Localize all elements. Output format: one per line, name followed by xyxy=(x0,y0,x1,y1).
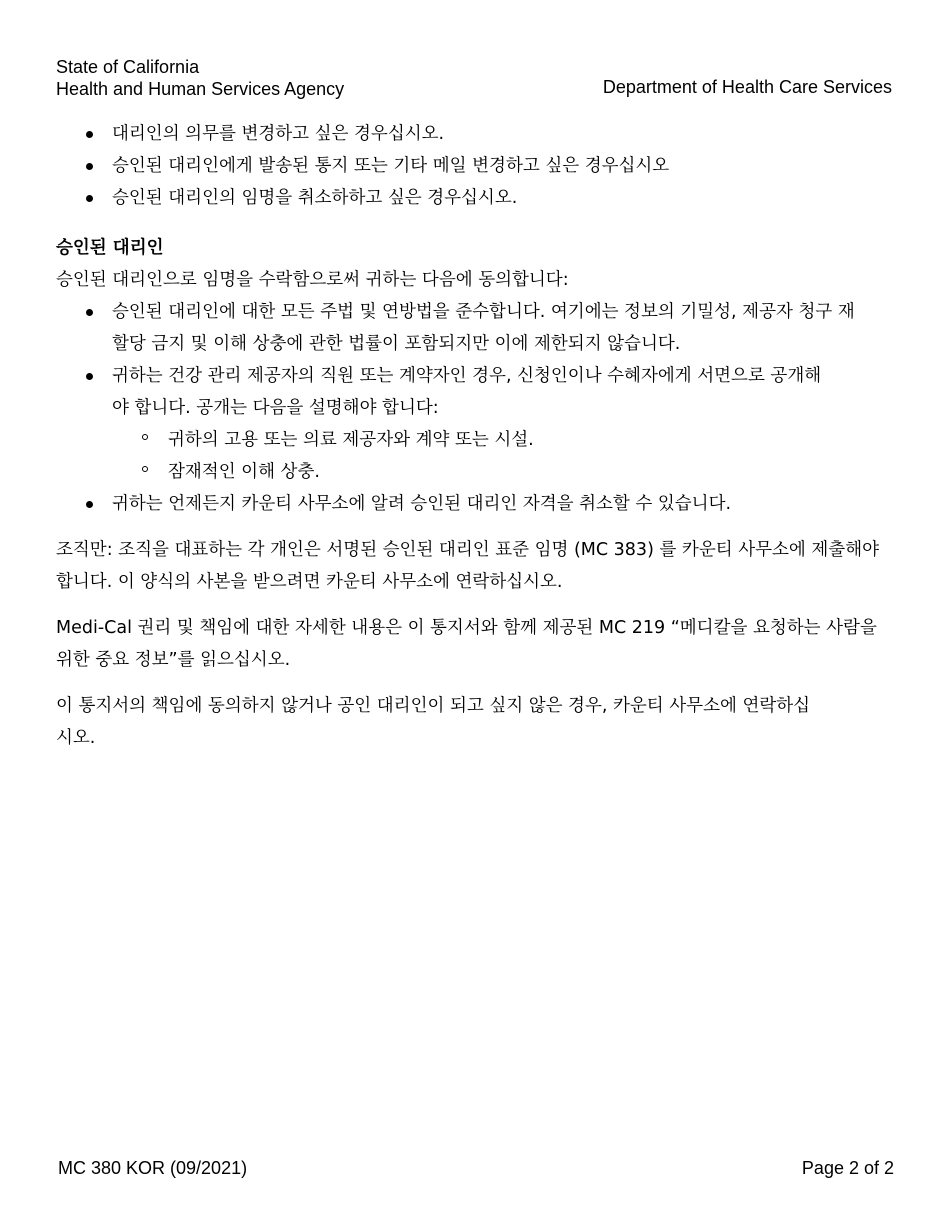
top-bullet-list xyxy=(56,118,896,214)
header-state: State of California xyxy=(56,57,200,77)
sub-list-item: 잠재적인 이해 상충. xyxy=(112,456,836,488)
list-item: 승인된 대리인에 대한 모든 주법 및 연방법을 준수합니다. 여기에는 정보의 기밀성, 제공자 청구 재 할당 금지 및 이해 상충에 관한 법률이 포함되지만 이에 제한되지 않습니다. xyxy=(56,296,896,360)
document-body xyxy=(56,118,896,754)
sub-list-item: 귀하의 고용 또는 의료 제공자와 계약 또는 시설. xyxy=(112,424,836,456)
sub-list xyxy=(112,424,836,488)
org-paragraph: 조직만: 조직을 대표하는 각 개인은 서명된 승인된 대리인 표준 임명 (MC 383) 를 카운티 사무소에 제출해야 합니다. 이 양식의 사본을 받으려면 카운티 사무소에 연락하십시오. xyxy=(56,540,880,592)
list-item xyxy=(56,360,896,488)
header-department: Department of Health Care Services xyxy=(602,77,892,97)
disagree-paragraph: 이 통지서의 책임에 동의하지 않거나 공인 대리인이 되고 싶지 않은 경우, 카운티 사무소에 연락하십시오. xyxy=(56,696,811,748)
list-item: 승인된 대리인의 임명을 취소하하고 싶은 경우십시오. xyxy=(56,182,896,214)
section-title: 승인된 대리인 xyxy=(56,238,164,258)
list-item-text: 귀하는 건강 관리 제공자의 직원 또는 계약자인 경우, 신청인이나 수혜자에게 서면으로 공개해야 합니다. 공개는 다음을 설명해야 합니다: xyxy=(112,366,822,418)
form-id: MC 380 KOR (09/2021) xyxy=(58,1158,248,1178)
agreement-bullet-list xyxy=(56,296,896,520)
header-agency: Health and Human Services Agency xyxy=(56,79,345,99)
medi-cal-paragraph: Medi-Cal 권리 및 책임에 대한 자세한 내용은 이 통지서와 함께 제공된 MC 219 “메디칼을 요청하는 사람을 위한 중요 정보”를 읽으십시오. xyxy=(56,618,877,670)
page-number: Page 2 of 2 xyxy=(801,1158,894,1178)
section-intro: 승인된 대리인으로 임명을 수락함으로써 귀하는 다음에 동의합니다: xyxy=(56,270,569,290)
header-agency-block xyxy=(56,56,344,100)
list-item: 귀하는 언제든지 카운티 사무소에 알려 승인된 대리인 자격을 취소할 수 있습니다. xyxy=(56,488,896,520)
list-item: 대리인의 의무를 변경하고 싶은 경우십시오. xyxy=(56,118,896,150)
list-item: 승인된 대리인에게 발송된 통지 또는 기타 메일 변경하고 싶은 경우십시오 xyxy=(56,150,896,182)
